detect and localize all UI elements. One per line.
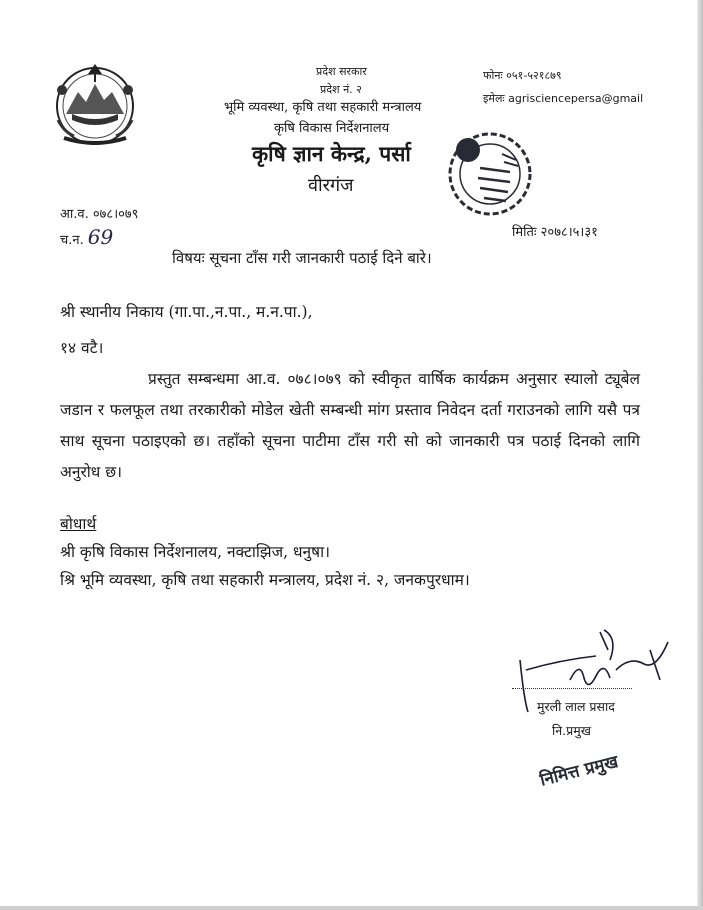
- signatory-name: मुरली लाल प्रसाद: [537, 699, 615, 714]
- officiating-head-stamp: निमित्त प्रमुख: [537, 751, 621, 791]
- recipient-line-2: १४ वटै।: [60, 339, 104, 357]
- dispatch-number: [60, 225, 113, 249]
- header-government: प्रदेश सरकार: [316, 65, 367, 78]
- cc-title: बोधार्थ: [60, 515, 97, 533]
- header-directorate: कृषि विकास निर्देशनालय: [274, 121, 390, 136]
- header-ministry: भूमि व्यवस्था, कृषि तथा सहकारी मन्त्रालय: [224, 100, 422, 115]
- signature-line: [512, 688, 632, 689]
- contact-email: इमेलः agrisciencepersa@gmail: [483, 92, 644, 105]
- letter-subject: विषयः सूचना टाँस गरी जानकारी पठाई दिने बारे।: [172, 249, 432, 267]
- cc-item: श्री कृषि विकास निर्देशनालय, नक्टाझिज, धनुषा।: [60, 543, 330, 561]
- dispatch-handwritten-number: 69: [87, 225, 114, 249]
- contact-phone: फोनः ०५१-५२१८७९: [483, 69, 562, 82]
- page-edge-bottom: [0, 906, 703, 910]
- nepal-emblem-icon: [44, 62, 146, 146]
- header-province: प्रदेश नं. २: [320, 83, 362, 96]
- fiscal-year: आ.व. ०७८।०७९: [60, 207, 139, 222]
- header-center-name: कृषि ज्ञान केन्द्र, पर्सा: [252, 141, 411, 166]
- cc-item: श्रि भूमि व्यवस्था, कृषि तथा सहकारी मन्त्रालय, प्रदेश नं. २, जनकपुरधाम।: [60, 571, 470, 589]
- page-edge-shadow: [697, 0, 703, 910]
- signatory-title: नि.प्रमुख: [552, 723, 591, 738]
- header-city: वीरगंज: [308, 175, 354, 196]
- dispatch-label: च.न.: [60, 233, 84, 248]
- letter-date: मितिः २०७८।५।३१: [512, 225, 598, 240]
- letter-body: प्रस्तुत सम्बन्धमा आ.व. ०७८।०७९ को स्वीकृत वार्षिक कार्यक्रम अनुसार स्यालो ट्यूबेल जडान र फलफूल तथा तरकारीको मोडेल खेती सम्बन्धी मांग प्रस्ताव निवेदन दर्ता गराउनको लागि यसै पत्र साथ सूचना पठाइएको छ। तहाँको सूचना पाटीमा टाँस गरी सो को जानकारी पत्र पठाई दिनको लागि अनुरोध छ।: [60, 370, 640, 481]
- recipient-line-1: श्री स्थानीय निकाय (गा.पा.,न.पा., म.न.पा.),: [60, 303, 313, 321]
- office-stamp-icon: [440, 128, 538, 220]
